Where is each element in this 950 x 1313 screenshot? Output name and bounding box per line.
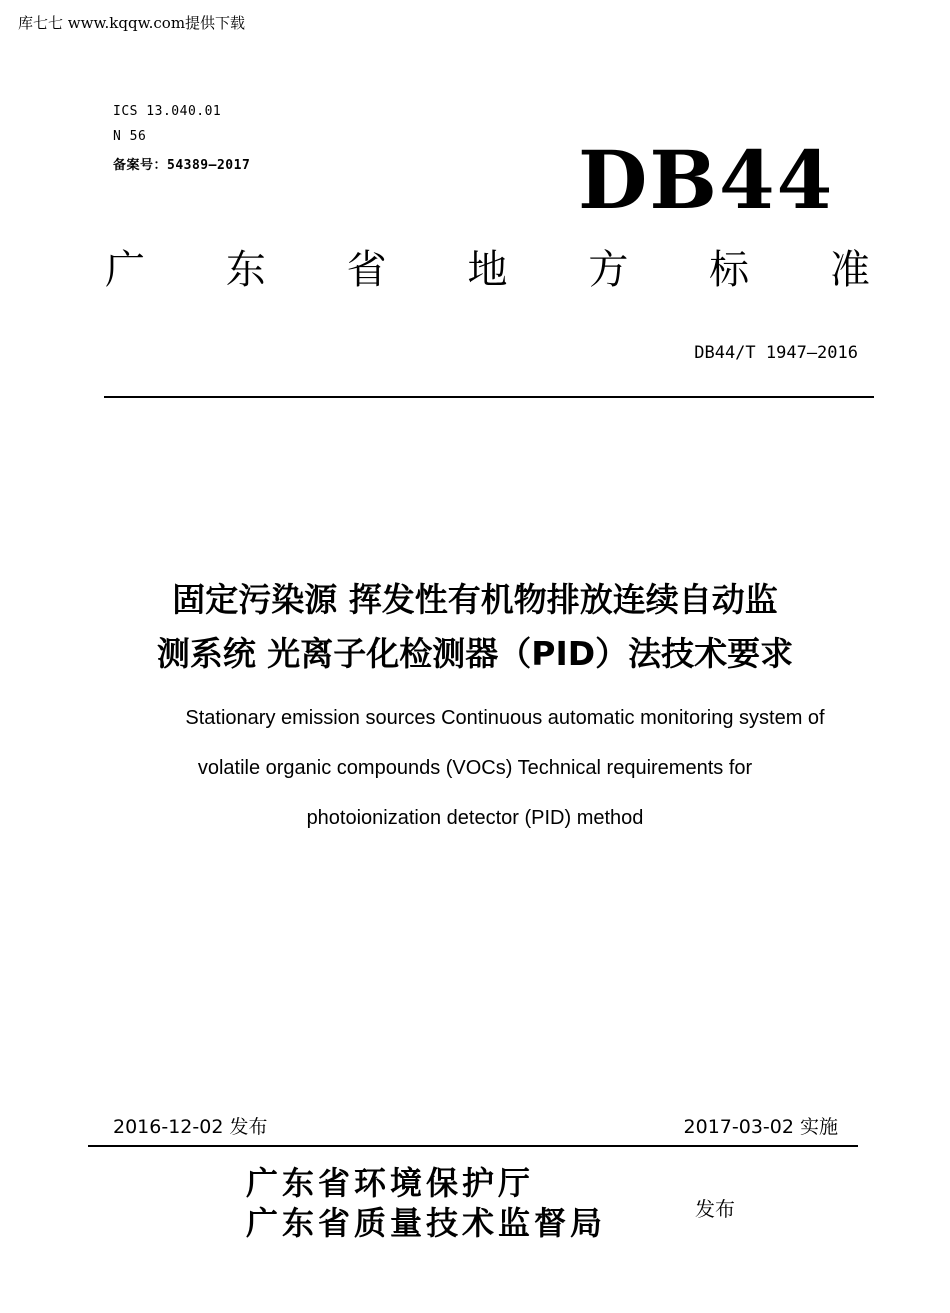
title-zh-line2: 测系统 光离子化检测器（PID）法技术要求	[156, 634, 794, 673]
ics-code: ICS 13.040.01	[113, 104, 222, 119]
publish-label: 发布	[695, 1197, 735, 1221]
title-en-line1: Stationary emission sources Continuous automatic monitoring system of	[185, 707, 825, 729]
issue-date: 2016-12-02 发布	[113, 1116, 268, 1138]
implementation-date: 2017-03-02 实施	[683, 1116, 838, 1138]
heading-char: 东	[225, 247, 266, 293]
title-en-line3: photoionization detector (PID) method	[306, 807, 644, 829]
footer-divider	[88, 1145, 858, 1147]
heading-char: 广	[105, 247, 145, 293]
header-divider	[104, 396, 874, 398]
title-zh-line1: 固定污染源 挥发性有机物排放连续自动监	[172, 580, 778, 619]
standard-number: DB44/T 1947—2016	[694, 343, 858, 363]
issuer-quality-bureau: 广东省质量技术监督局	[246, 1204, 607, 1242]
watermark-text: 库七七 www.kqqw.com提供下载	[18, 14, 246, 32]
filing-number: 备案号：54389—2017	[113, 158, 251, 173]
heading-char: 准	[829, 247, 870, 293]
standard-code-logo: DB44	[578, 133, 835, 227]
title-en-line2: volatile organic compounds (VOCs) Technical requirements for	[197, 757, 753, 779]
heading-char: 标	[709, 247, 750, 293]
ccs-code: N 56	[113, 129, 147, 144]
heading-char: 方	[588, 247, 629, 293]
heading-char: 省	[346, 247, 387, 293]
provincial-standard-heading	[105, 248, 870, 292]
heading-char: 地	[467, 247, 508, 293]
issuer-environmental-dept: 广东省环境保护厅	[246, 1164, 535, 1202]
